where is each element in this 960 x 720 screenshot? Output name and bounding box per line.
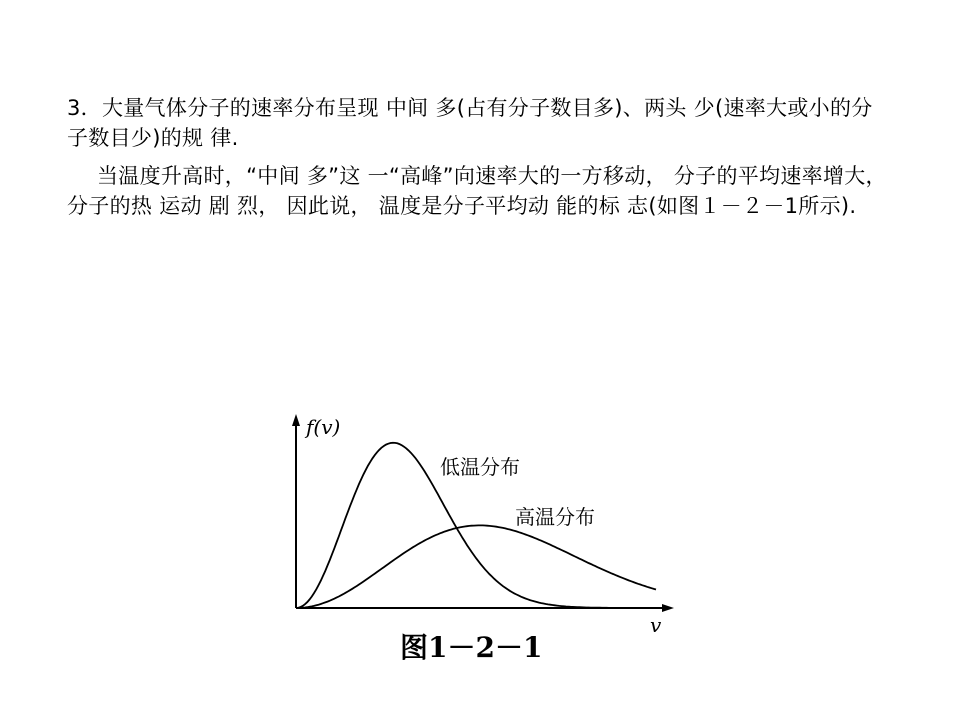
high-temp-label: 高温分布	[515, 505, 595, 529]
x-axis-arrow	[662, 604, 674, 612]
high-temp-curve	[296, 525, 656, 608]
figure-caption: 图1－2－1	[400, 631, 543, 664]
y-axis-arrow	[292, 414, 300, 426]
x-axis-label: v	[650, 613, 662, 637]
paragraph-1: 3．大量气体分子的速率分布呈现 中间 多(占有分子数目多)、两头 少(速率大或小的分子数目少)的规 律.	[67, 96, 873, 150]
paragraph-2: 当温度升高时，“中间 多”这 一“高峰”向速率大的一方移动， 分子的平均速率增大， 分子的热 运动 剧 烈， 因此说， 温度是分子平均动 能的标 志(如图１－２－1所示).	[67, 164, 887, 218]
y-axis-label: f(v)	[306, 415, 341, 439]
low-temp-label: 低温分布	[440, 455, 520, 479]
